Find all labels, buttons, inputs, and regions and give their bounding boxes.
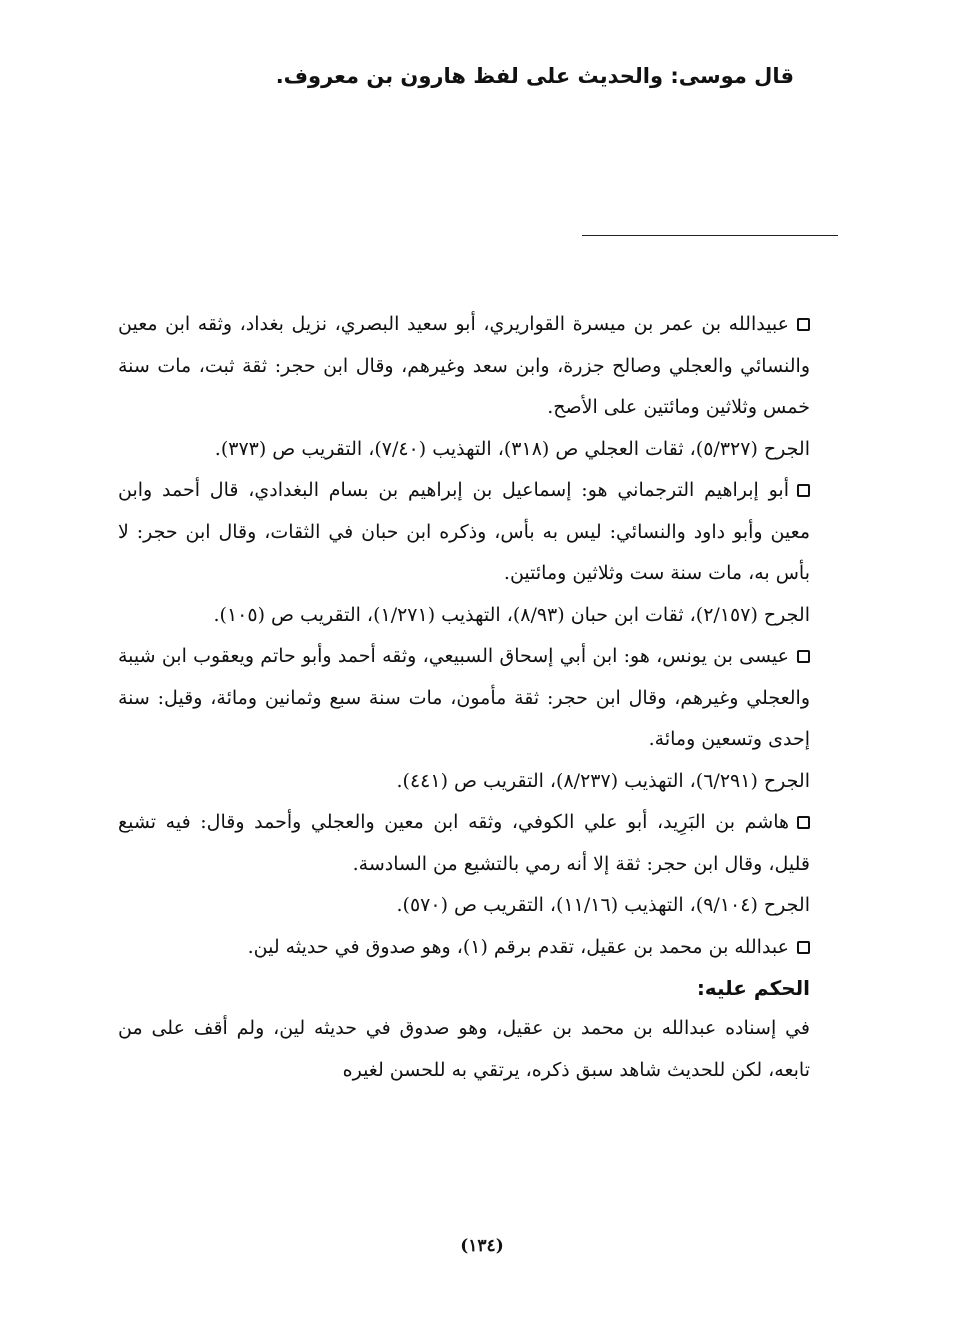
- entry-1-text: عبيدالله بن عمر بن ميسرة القواريري، أبو سعيد البصري، نزيل بغداد، وثقه ابن معين والنسائي والعجلي وصالح جزرة، وابن سعد وغيرهم، وقال ابن حجر: ثقة ثبت، مات سنة خمس وثلاثين ومائتين على الأصح.: [118, 313, 810, 418]
- page-number: (١٣٤): [460, 1236, 504, 1256]
- header-text: قال موسى: والحديث على لفظ هارون بن معروف.: [275, 64, 794, 88]
- entry-1-refs: الجرح (٥/٣٢٧)، ثقات العجلي ص (٣١٨)، التهذيب (٧/٤٠)، التقريب ص (٣٧٣).: [214, 437, 810, 460]
- entry-2-text: أبو إبراهيم الترجماني هو: إسماعيل بن إبراهيم بن بسام البغدادي، قال أحمد وابن معين وأبو داود والنسائي: ليس به بأس، وذكره ابن حبان في الثقات، وقال ابن حجر: لا بأس به، مات سنة ست وثلاثين ومائتين.: [118, 479, 810, 584]
- entry-3-text: عيسى بن يونس، هو: ابن أبي إسحاق السبيعي، وثقه أحمد وأبو حاتم ويعقوب ابن شيبة والعجلي وغيرهم، وقال ابن حجر: ثقة مأمون، مات سنة سبع وثمانين ومائة، وقيل: سنة إحدى وتسعين ومائة.: [118, 645, 810, 750]
- entry-5-text: عبدالله بن محمد بن عقيل، تقدم برقم (١)، وهو صدوق في حديثه لين.: [247, 935, 789, 958]
- entry-3: [118, 636, 810, 761]
- square-bullet-icon: [797, 484, 810, 497]
- footnote-separator: [582, 235, 838, 236]
- entry-4-text: هاشم بن البَرِيد، أبو علي الكوفي، وثقه ابن معين والعجلي وأحمد وقال: فيه تشيع قليل، وقال ابن حجر: ثقة إلا أنه رمي بالتشيع من السادسة.: [118, 811, 810, 875]
- square-bullet-icon: [797, 941, 810, 954]
- entry-4: [118, 802, 810, 885]
- entry-3-refs: الجرح (٦/٢٩١)، التهذيب (٨/٢٣٧)، التقريب ص (٤٤١).: [396, 769, 810, 792]
- entry-4-refs: الجرح (٩/١٠٤)، التهذيب (١١/١٦)، التقريب ص (٥٧٠).: [396, 894, 810, 916]
- square-bullet-icon: [797, 816, 810, 829]
- ruling-text: في إسناده عبدالله بن محمد بن عقيل، وهو صدوق في حديثه لين، ولم أقف على من تابعه، لكن للحديث شاهد سبق ذكره، يرتقي به للحسن لغيره: [118, 1017, 810, 1081]
- entry-5: [118, 927, 810, 969]
- square-bullet-icon: [797, 318, 810, 331]
- entry-2: [118, 470, 810, 595]
- entry-1: [118, 304, 810, 429]
- footnotes-body: [118, 304, 810, 1091]
- entry-2-refs: الجرح (٢/١٥٧)، ثقات ابن حبان (٨/٩٣)، التهذيب (١/٢٧١)، التقريب ص (١٠٥).: [213, 603, 810, 626]
- ruling-heading: الحكم عليه:: [696, 976, 810, 1000]
- square-bullet-icon: [797, 650, 810, 663]
